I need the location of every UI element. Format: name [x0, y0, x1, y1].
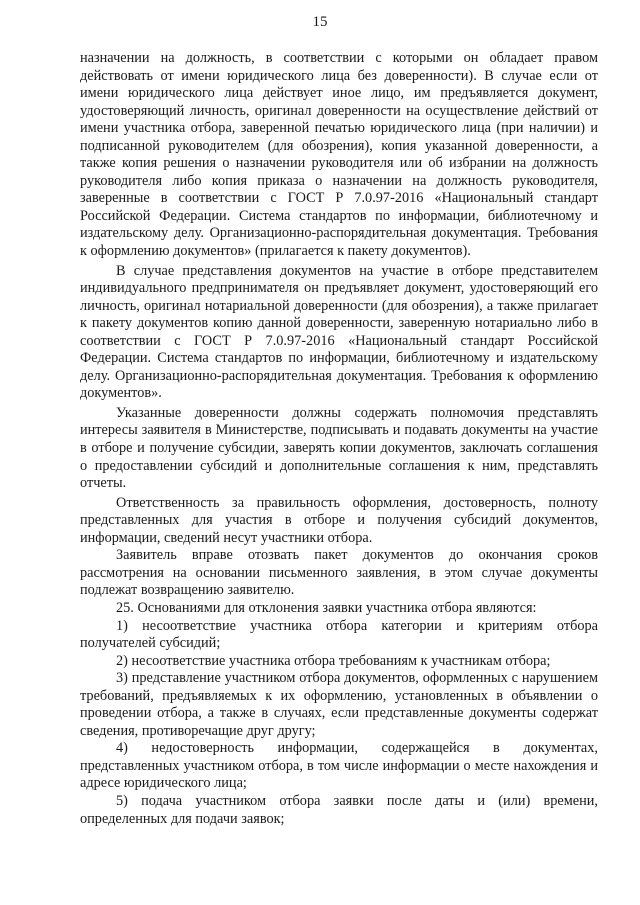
- paragraph-withdrawal: Заявитель вправе отозвать пакет документов до окончания сроков рассмотрения на основании письменного заявления, в этом случае документы подлежат возвращению заявителю.: [80, 547, 598, 599]
- list-item-5: 5) подача участником отбора заявки после даты и (или) времени, определенных для подачи заявок;: [80, 792, 598, 827]
- list-item-2: 2) несоответствие участника отбора требованиям к участникам отбора;: [116, 652, 551, 669]
- list-item-1: 1) несоответствие участника отбора категории и критериям отбора получателей субсидий;: [80, 617, 598, 652]
- page-number: 15: [312, 14, 328, 30]
- paragraph-continuation: назначении на должность, в соответствии с которыми он обладает правом действовать от имени юридического лица без доверенности). В случае если от имени юридического лица действует иное лицо, им предъявляется документ, удостоверяющий личность, оригинал доверенности на осуществление действий от имени участника отбора, заверенной печатью юридического лица (при наличии) и подписанной руководителем (для обозрения), копия указанной доверенности, а также копия решения о назначении руководителя или об избрании на должность руководителя либо копия приказа о назначении на должность руководителя, заверенные в соответствии с ГОСТ Р 7.0.97-2016 «Национальный стандарт Российской Федерации. Система стандартов по информации, библиотечному и издательскому делу. Организационно-распорядительная документация. Требования к оформлению документов» (прилагается к пакету документов).: [80, 50, 598, 260]
- list-item-3: 3) представление участником отбора документов, оформленных с нарушением требований, предъявляемых к их оформлению, установленных в объявлении о проведении отбора, а также в случаях, если представленные документы содержат сведения, противоречащие друг другу;: [80, 670, 598, 739]
- paragraph-powers-of-attorney: Указанные доверенности должны содержать полномочия представлять интересы заявителя в Министерстве, подписывать и подавать документы на участие в отборе и получение субсидии, заверять копии документов, заключать соглашения о предоставлении субсидий и дополнительные соглашения к ним, представлять отчеты.: [80, 404, 598, 492]
- list-item-4: 4) недостоверность информации, содержащейся в документах, представленных участником отбора, в том числе информации о месте нахождения и адресе юридического лица;: [80, 740, 598, 792]
- document-body: [80, 50, 598, 828]
- paragraph-representative: В случае представления документов на участие в отборе представителем индивидуального предпринимателя он предъявляет документ, удостоверяющий его личность, оригинал нотариальной доверенности (для обозрения), а также прилагает к пакету документов копию данной доверенности, заверенную нотариально либо в соответствии с ГОСТ Р 7.0.97-2016 «Национальный стандарт Российской Федерации. Система стандартов по информации, библиотечному и издательскому делу. Организационно-распорядительная документация. Требования к оформлению документов».: [80, 262, 598, 402]
- paragraph-rejection-grounds: 25. Основаниями для отклонения заявки участника отбора являются:: [116, 599, 537, 616]
- paragraph-responsibility: Ответственность за правильность оформления, достоверность, полноту представленных для участия в отборе и получения субсидий документов, информации, сведений несут участники отбора.: [80, 494, 598, 546]
